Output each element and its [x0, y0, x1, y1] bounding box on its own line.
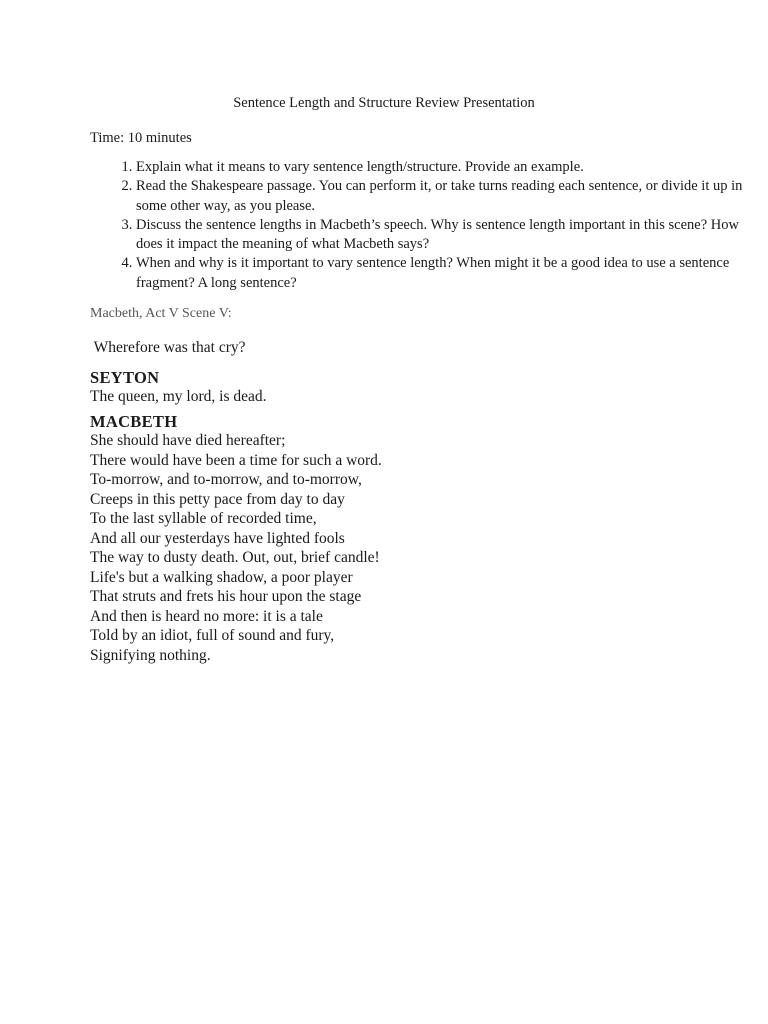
verse-line: Signifying nothing. [90, 647, 211, 665]
verse-line: Life's but a walking shadow, a poor player [90, 568, 353, 586]
instruction-item: 4. When and why is it important to vary sentence length? When might it be a good idea to use a sentence fragment? A long sentence? [136, 254, 756, 293]
scene-reference: Macbeth, Act V Scene V: [90, 306, 232, 321]
opening-line: Wherefore was that cry? [90, 339, 246, 356]
verse-line: There would have been a time for such a word. [90, 451, 382, 469]
verse-line: To the last syllable of recorded time, [90, 510, 317, 528]
verse-line: And then is heard no more: it is a tale [90, 607, 323, 625]
time-allotment: Time: 10 minutes [90, 130, 192, 146]
verse-line: Creeps in this petty pace from day to day [90, 490, 345, 508]
verse-line: To-morrow, and to-morrow, and to-morrow, [90, 471, 362, 489]
verse-line: The way to dusty death. Out, out, brief candle! [90, 549, 380, 567]
instruction-item: 3. Discuss the sentence lengths in Macbeth’s speech. Why is sentence length important in this scene? How does it impact the meaning of what Macbeth says? [136, 216, 756, 255]
instruction-item: 2. Read the Shakespeare passage. You can perform it, or take turns reading each sentence, or divide it up in some other way, as you please. [136, 177, 756, 216]
verse-line: Told by an idiot, full of sound and fury, [90, 627, 335, 645]
verse-line: That struts and frets his hour upon the stage [90, 588, 362, 606]
seyton-line: The queen, my lord, is dead. [90, 388, 267, 405]
macbeth-speech [90, 431, 382, 666]
document-title: Sentence Length and Structure Review Presentation [233, 95, 535, 111]
verse-line: And all our yesterdays have lighted fools [90, 529, 345, 547]
instruction-list [90, 158, 756, 293]
verse-line: She should have died hereafter; [90, 432, 286, 449]
instruction-item: 1. Explain what it means to vary sentence length/structure. Provide an example. [136, 158, 756, 177]
speaker-seyton: SEYTON [90, 368, 160, 387]
speaker-macbeth: MACBETH [90, 412, 178, 431]
